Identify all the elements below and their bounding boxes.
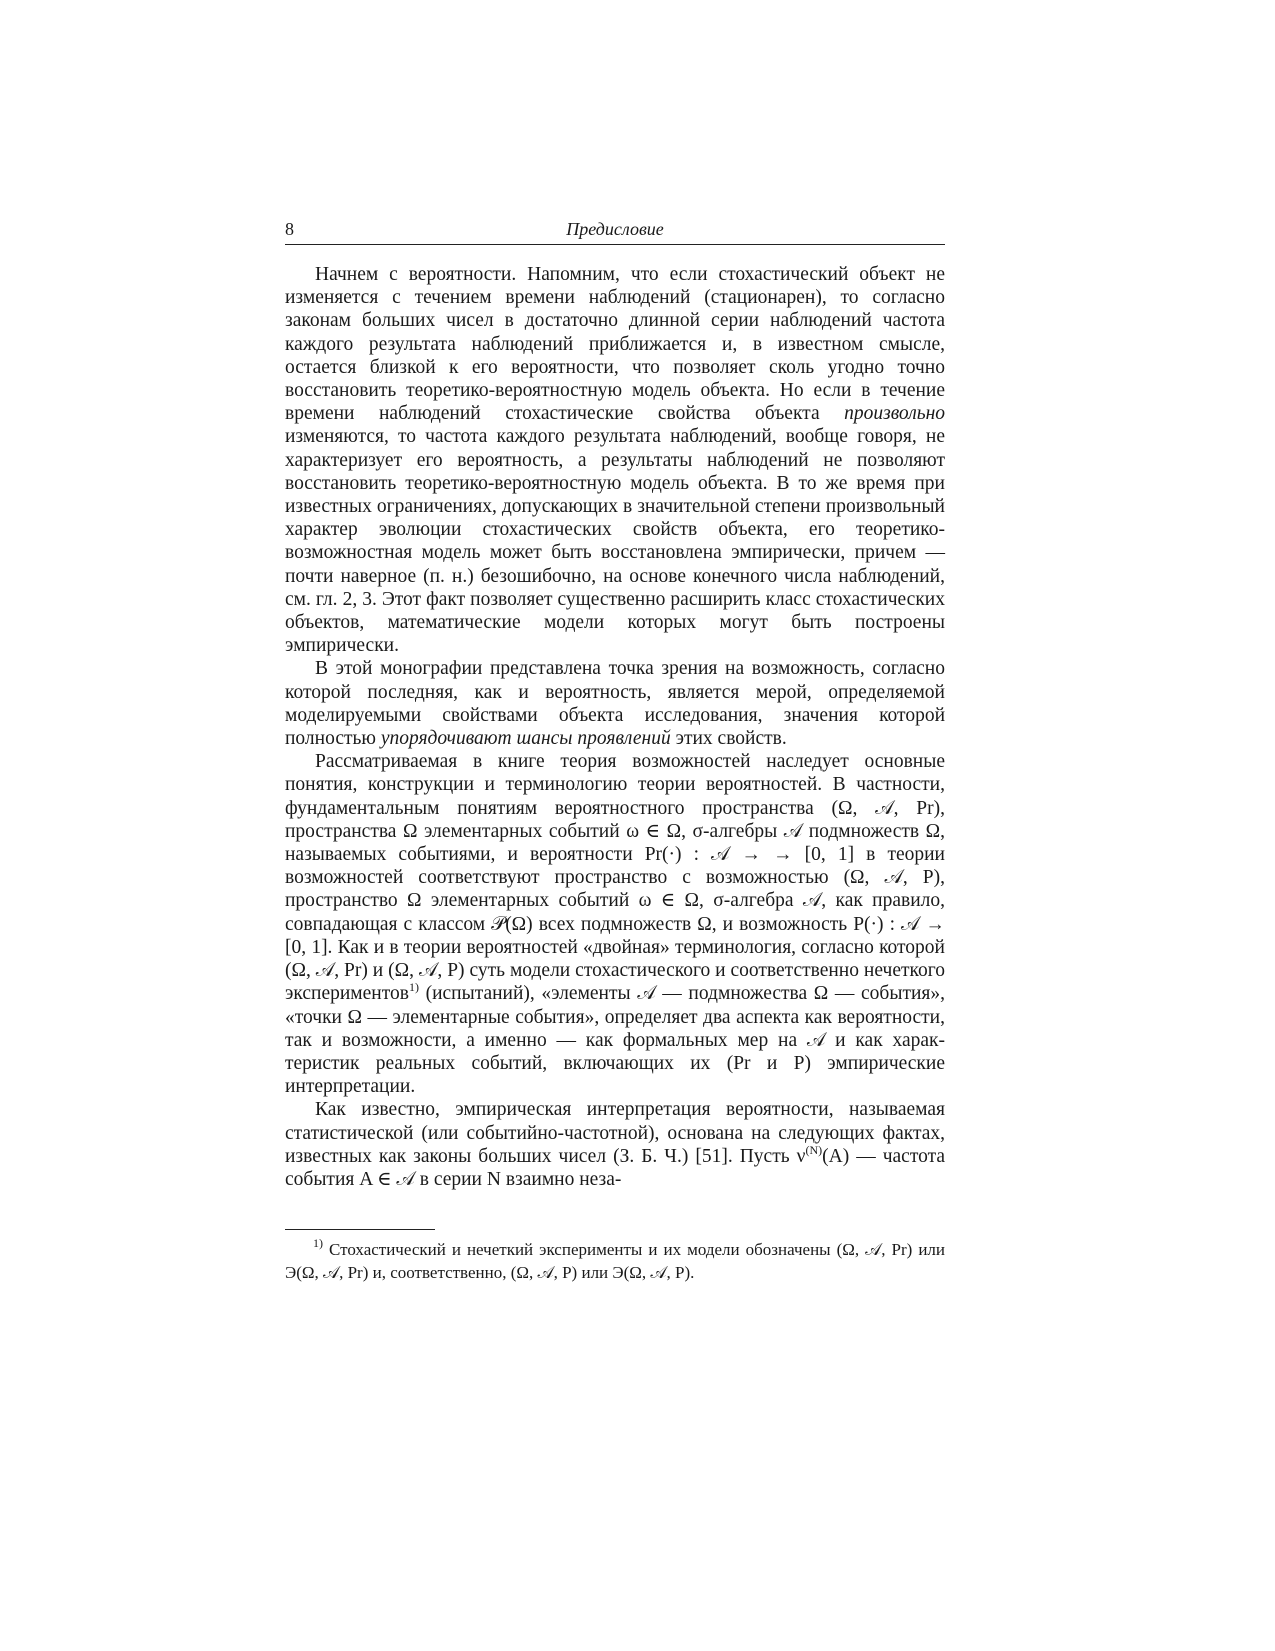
- paragraph-2-emphasis: упорядочивают шансы проявлений: [380, 728, 671, 750]
- footnote-divider: [285, 1229, 435, 1230]
- paragraph-2: [285, 657, 945, 750]
- paragraph-3: [285, 750, 945, 1098]
- paragraph-3-text: Рассматриваемая в книге теория возможностей наследует основные понятия, конструкции и терминологию теории вероятностей. В частности, фундаментальным понятиям вероятностного пространства (Ω, 𝒜, Pr), пространства Ω элементарных событий ω ∈ Ω, σ-алгебры 𝒜 подмножеств Ω, называемых событиями, и вероятности Pr(·) : 𝒜 → → [0, 1] в теории возможностей соответствуют пространство с возможностью (Ω, 𝒜, P), пространство Ω элементарных событий ω ∈ Ω, σ-алгебра 𝒜, как правило, совпадающая с классом 𝒫(Ω) всех подмножеств Ω, и возможность P(·) : 𝒜 → [0, 1]. Как и в теории вероятностей «двойная» терминология, согласно которой (Ω, 𝒜, Pr) и (Ω, 𝒜, P) суть модели стохастического и соответственно нечеткого экспериментов: [285, 751, 945, 1005]
- book-page: [285, 214, 945, 1284]
- paragraph-1-text-a: Начнем с вероятности. Напомним, что если стохастический объект не изменяется с течением времени наблюдений (стационарен), то согласно законам больших чисел в достаточно длинной серии наблюдений частота каждого результата наблюдений приближается и, в известном смысле, остается близкой к его вероятности, что позволяет сколь угодно точно восстановить теоретико-вероятностную модель объекта. Но если в течение времени наблюдений стохастические свойства объекта: [285, 264, 945, 425]
- footnote-text: Стохастический и нечеткий эксперименты и их модели обозначены (Ω, 𝒜, Pr) или Э(Ω, 𝒜, Pr) и, соответственно, (Ω, 𝒜, P) или Э(Ω, 𝒜, P).: [285, 1240, 945, 1283]
- paragraph-4-text-b: (A) — частота события A ∈ 𝒜 в серии N взаимно неза-: [285, 1145, 945, 1190]
- paragraph-2-text-b: этих свойств.: [670, 728, 787, 750]
- paragraph-1-text-b: изменяются, то частота каждого результата наблюдений, вообще говоря, не характеризует его вероятность, а результаты наблюдений не позволяют восстановить теоретико-вероятностную модель объекта. В то же время при известных ограничениях, допускающих в значительной степени произвольный характер эволюции стохастических свойств объекта, его теоретико-возможностная модель может быть восстановлена эмпирически, причем — почти наверное (п. н.) безошибочно, на основе конечного числа наблюдений, см. гл. 2, 3. Этот факт позволяет существенно расширить класс стохастических объектов, математические модели которых могут быть построены эмпирически.: [285, 426, 945, 657]
- paragraph-1-emphasis: произвольно: [844, 403, 945, 425]
- page-number: 8: [285, 219, 294, 239]
- running-title: Предисловие: [566, 219, 664, 239]
- paragraph-1: [285, 263, 945, 657]
- paragraph-3-text-b: (испытаний), «элементы 𝒜 — подмножества Ω — события», «точки Ω — элементарные события», определяет два аспекта как вероятности, так и возможности, а именно — как формальных мер на 𝒜 и как характеристик реальных событий, включающих их (Pr и P) эмпирические интерпретации.: [285, 983, 945, 1098]
- footnote: [285, 1238, 945, 1284]
- paragraph-2-text-a: В этой монографии представлена точка зрения на возможность, согласно которой последняя, как и вероятность, является мерой, определяемой моделируемыми свойствами объекта исследования, значения которой полностью: [285, 658, 945, 750]
- running-head: [285, 214, 945, 245]
- superscript-n: (N): [805, 1142, 823, 1157]
- paragraph-4-text-a: Как известно, эмпирическая интерпретация вероятности, называемая статистической (или событийно-частотной), основана на следующих фактах, известных как законы больших чисел (З. Б. Ч.) [51]. Пусть ν: [285, 1099, 945, 1167]
- footnote-reference[interactable]: 1): [408, 980, 419, 995]
- body-text: [285, 263, 945, 1191]
- paragraph-4: [285, 1098, 945, 1191]
- footnote-marker: 1): [313, 1236, 323, 1251]
